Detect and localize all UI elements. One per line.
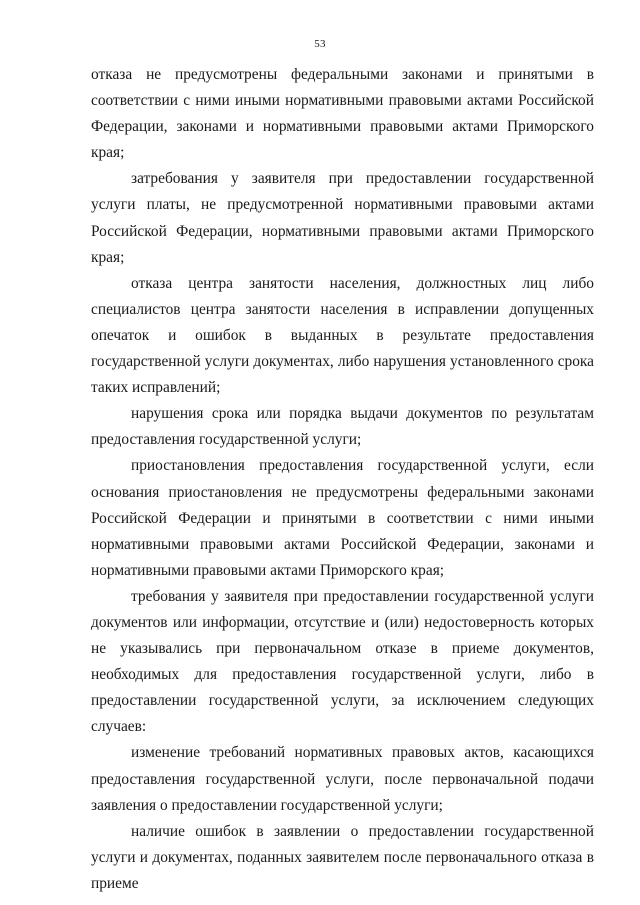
paragraph: затребования у заявителя при предоставлении государственной услуги платы, не предусмотренной нормативными правовыми актами Российской Федерации, нормативными правовыми актами Приморского края; [91, 170, 594, 266]
paragraph: приостановления предоставления государственной услуги, если основания приостановления не предусмотрены федеральными законами Российской Федерации и принятыми в соответствии с ними иными нормативными правовыми актами Российской Федерации, законами и нормативными правовыми актами Приморского края; [91, 457, 594, 579]
paragraph: изменение требований нормативных правовых актов, касающихся предоставления государственной услуги, после первоначальной подачи заявления о предоставлении государственной услуги; [91, 744, 594, 814]
page-number: 53 [314, 38, 326, 50]
paragraph: требования у заявителя при предоставлении государственной услуги документов или информации, отсутствие и (или) недостоверность которых не указывались при первоначальном отказе в приеме документов, необходимых для предоставления государственной услуги, либо в предоставлении государственной услуги, за исключением следующих случаев: [91, 587, 594, 736]
paragraph: нарушения срока или порядка выдачи документов по результатам предоставления государственной услуги; [91, 405, 594, 449]
paragraph: отказа не предусмотрены федеральными законами и принятыми в соответствии с ними иными нормативными правовыми актами Российской Федерации, законами и нормативными правовыми актами Приморского края; [91, 66, 594, 162]
document-body [91, 62, 594, 897]
paragraph: наличие ошибок в заявлении о предоставлении государственной услуги и документах, поданных заявителем после первоначального отказа в приеме [91, 822, 594, 892]
paragraph: отказа центра занятости населения, должностных лиц либо специалистов центра занятости населения в исправлении допущенных опечаток и ошибок в выданных в результате предоставления государственной услуги документах, либо нарушения установленного срока таких исправлений; [91, 274, 594, 397]
